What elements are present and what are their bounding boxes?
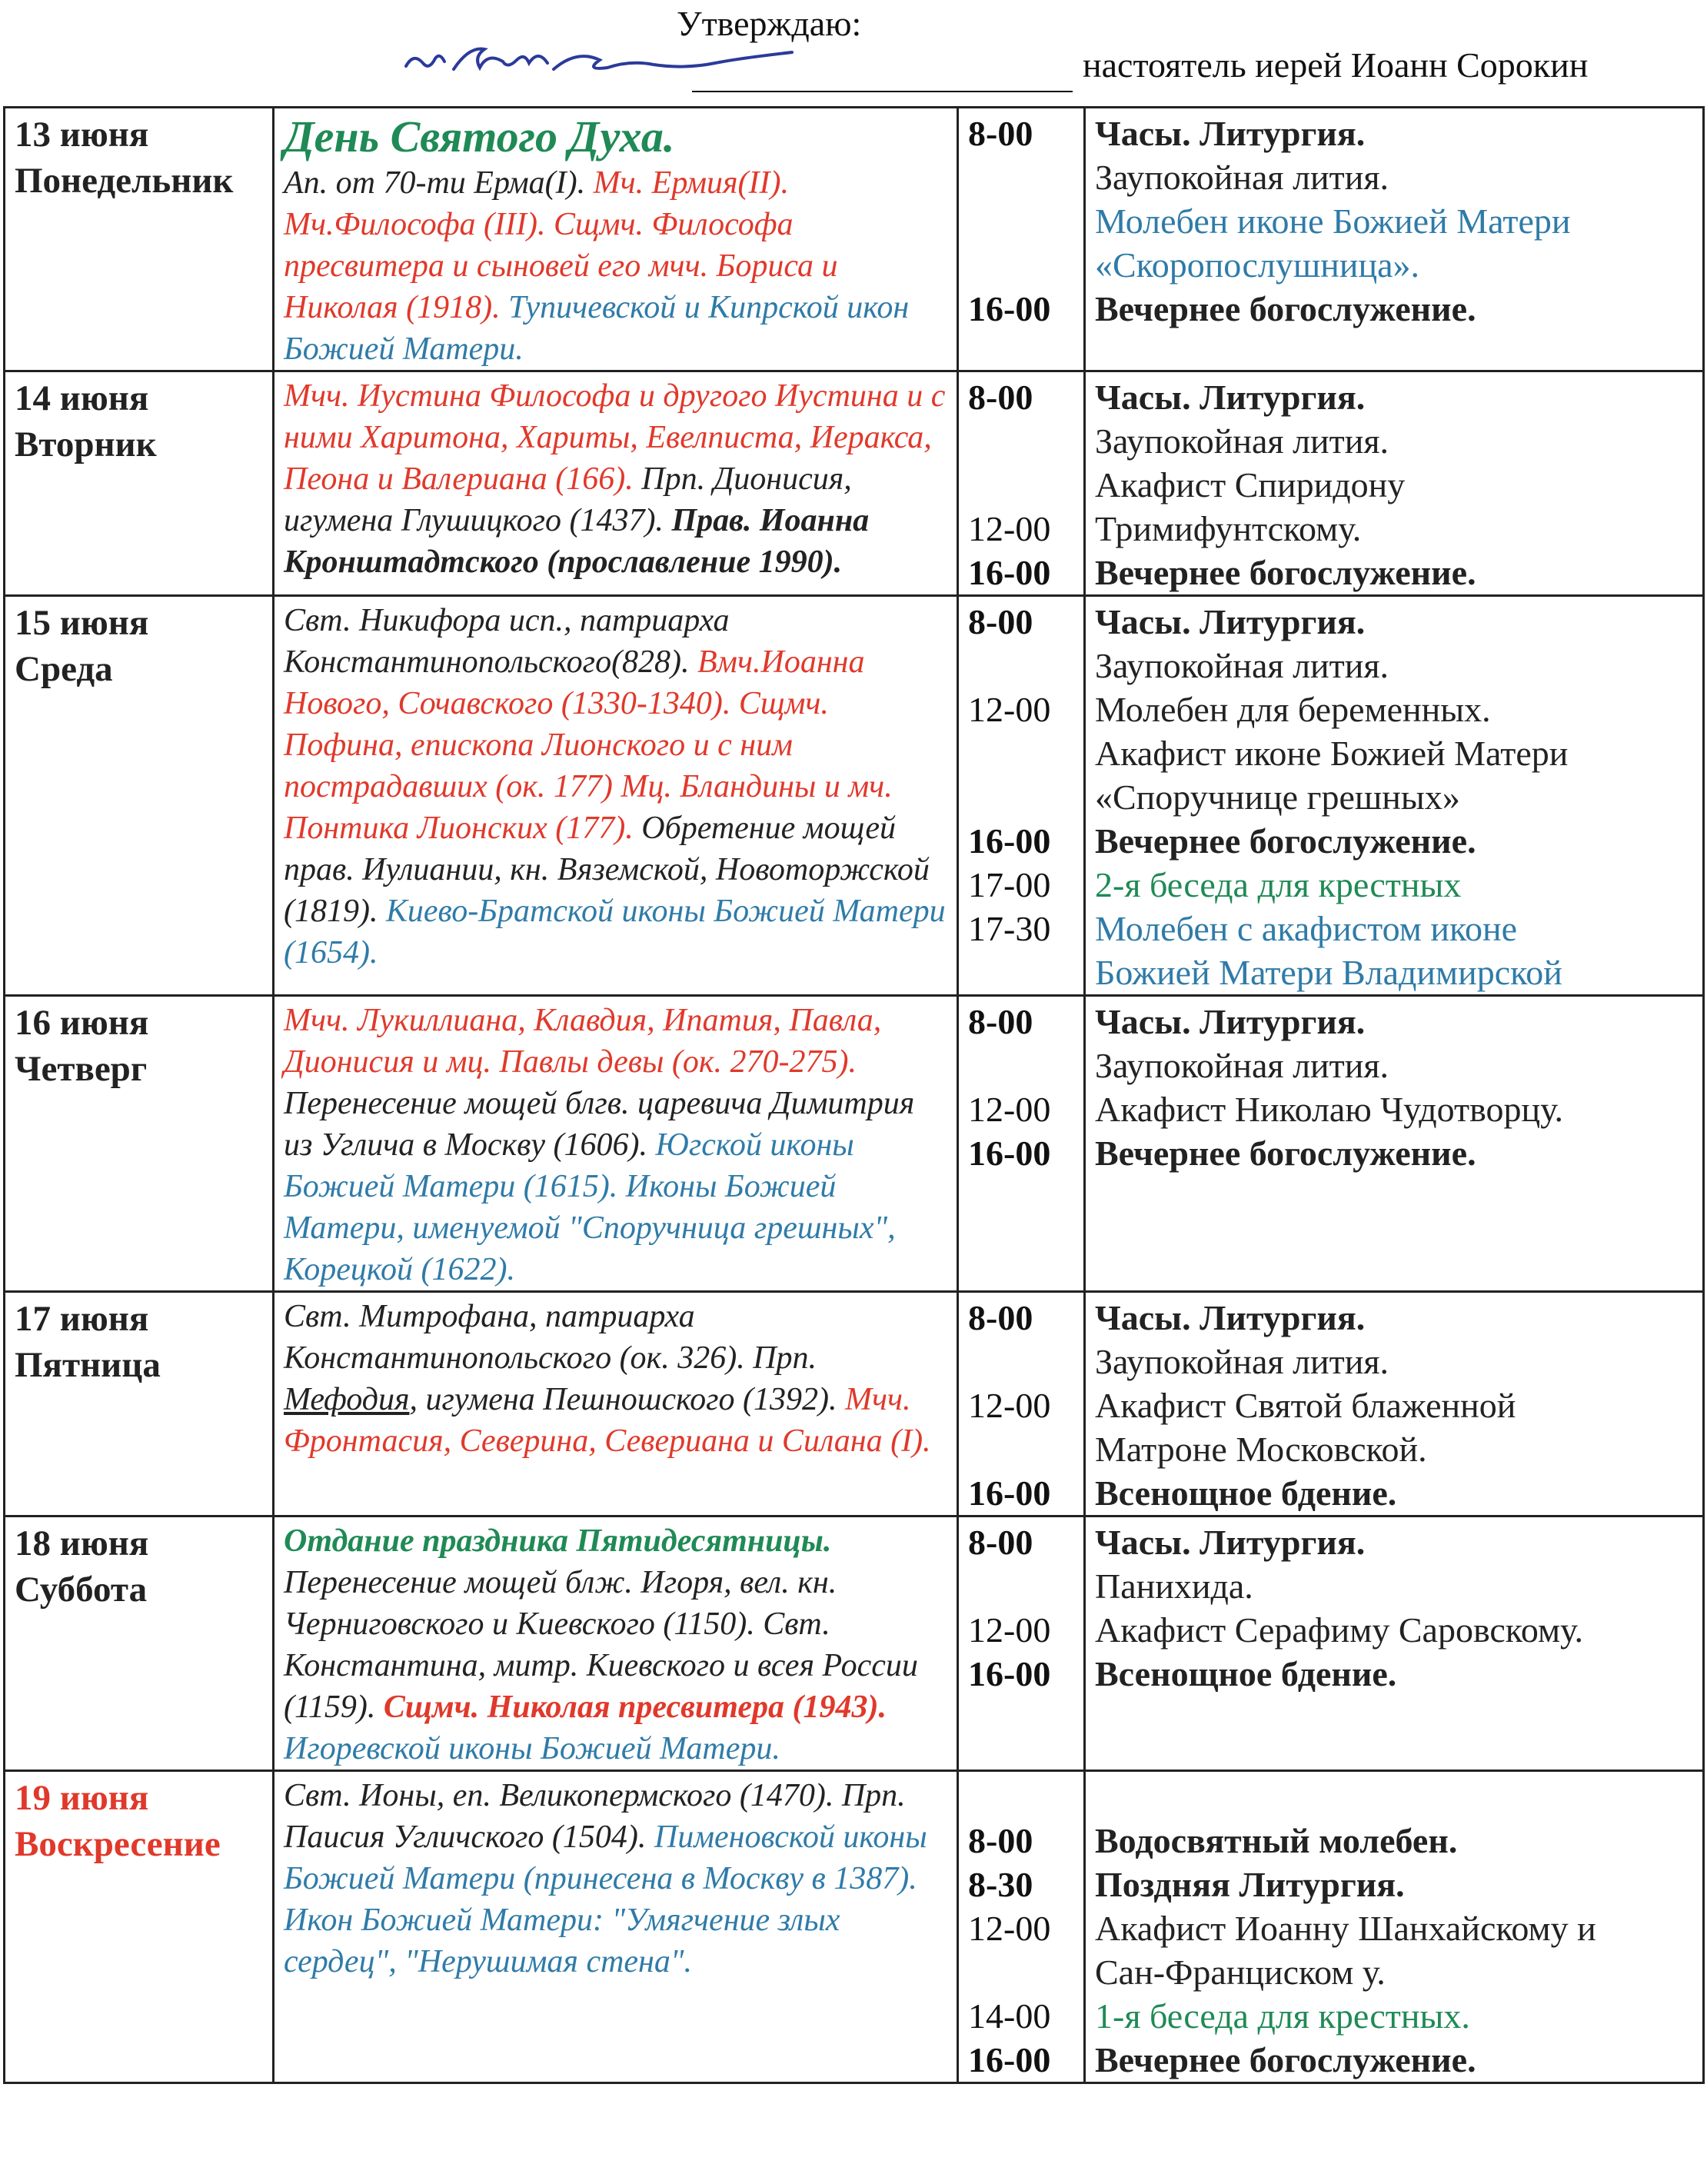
service-time	[968, 243, 1076, 287]
service-time	[968, 731, 1076, 775]
service-name: Заупокойная лития.	[1095, 421, 1389, 461]
commemoration-text: Отдание праздника Пятидесятницы.	[284, 1523, 832, 1559]
day-cell	[5, 596, 274, 996]
service-time	[968, 463, 1076, 507]
commemoration-text: Перенесение мощей блгв. царевича Димитрия из Углича в Москву (1606).	[284, 1086, 915, 1163]
services-cell	[1085, 371, 1704, 596]
service-name: Поздняя Литургия.	[1095, 1865, 1405, 1904]
commemoration-cell	[274, 1516, 958, 1771]
service-name: Водосвятный молебен.	[1095, 1821, 1458, 1860]
service-name: Всенощное бдение.	[1095, 1654, 1397, 1693]
service-time: 16-00	[968, 289, 1051, 328]
commemoration-text: Свт. Ионы, еп. Великопермского (1470). Прп. Паисия Угличского (1504).	[284, 1778, 906, 1855]
day-date: 16 июня	[15, 1003, 149, 1043]
times-cell	[958, 1292, 1085, 1516]
day-weekday: Понедельник	[15, 161, 234, 201]
day-weekday: Пятница	[15, 1345, 161, 1385]
service-name: Тримифунтскому.	[1095, 509, 1362, 548]
service-time: 16-00	[968, 1473, 1051, 1513]
commemoration-text: Прав. Иоанна Кронштадтского (прославление 1990).	[284, 503, 870, 580]
service-name: Вечернее богослужение.	[1095, 2040, 1476, 2079]
times-cell	[958, 1771, 1085, 2083]
commemoration-text: Игоревской иконы Божией Матери.	[284, 1731, 780, 1766]
service-name: Заупокойная лития.	[1095, 1046, 1389, 1085]
service-time: 8-00	[968, 114, 1033, 153]
service-time: 16-00	[968, 821, 1051, 861]
services-cell	[1085, 1292, 1704, 1516]
service-name: Вечернее богослужение.	[1095, 553, 1476, 592]
schedule-table	[3, 106, 1705, 2084]
service-time: 8-00	[968, 378, 1033, 417]
service-time	[968, 199, 1076, 243]
times-cell	[958, 996, 1085, 1292]
commemoration-cell	[274, 1771, 958, 2083]
day-row	[5, 371, 1704, 596]
service-time: 16-00	[968, 1654, 1051, 1693]
service-time: 17-30	[968, 909, 1051, 948]
service-name: Акафист Спиридону	[1095, 465, 1406, 504]
service-name: Часы. Литургия.	[1095, 378, 1366, 417]
commemoration-text: Мефодия	[284, 1382, 410, 1417]
commemoration-text: Киево-Братской иконы Божией Матери (1654).	[284, 894, 946, 970]
service-name: Божией Матери Владимирской	[1095, 953, 1562, 992]
day-cell	[5, 1292, 274, 1516]
services-cell	[1085, 1516, 1704, 1771]
commemoration-text: Тупичевской и Кипрской икон Божией Матери.	[284, 290, 910, 367]
commemoration-cell	[274, 596, 958, 996]
approve-label: Утверждаю:	[677, 4, 862, 43]
service-name: «Скоропослушница».	[1095, 245, 1420, 285]
service-time: 12-00	[968, 1090, 1051, 1129]
service-name	[1095, 1775, 1695, 1819]
commemoration-text: Ап. от 70-ти Ерма(I).	[284, 165, 594, 201]
service-name: Заупокойная лития.	[1095, 1342, 1389, 1381]
commemoration-text: , игумена Пешношского (1392).	[409, 1382, 845, 1417]
service-name: Вечернее богослужение.	[1095, 821, 1476, 861]
day-cell	[5, 371, 274, 596]
services-cell	[1085, 1771, 1704, 2083]
day-row	[5, 1516, 1704, 1771]
service-time: 12-00	[968, 1386, 1051, 1425]
commemoration-text: Мчч. Лукиллиана, Клавдия, Ипатия, Павла, Дионисия и мц. Павлы девы (ок. 270-275).	[284, 1003, 882, 1080]
service-time	[968, 1564, 1076, 1608]
service-time	[968, 1044, 1076, 1087]
signature-line	[692, 91, 1073, 92]
service-name: Молебен для беременных.	[1095, 690, 1491, 729]
day-weekday: Среда	[15, 649, 113, 689]
commemoration-text: Югской иконы Божией Матери (1615). Иконы Божией Матери, именуемой "Споручница грешных", Корецкой (1622).	[284, 1127, 896, 1287]
services-cell	[1085, 996, 1704, 1292]
service-name: Часы. Литургия.	[1095, 1523, 1366, 1562]
service-name: Панихида.	[1095, 1566, 1253, 1606]
service-name: Часы. Литургия.	[1095, 114, 1366, 153]
commemoration-text: Прп. Дионисия, игумена Глушицкого (1437).	[284, 461, 852, 538]
service-name: Часы. Литургия.	[1095, 602, 1366, 641]
day-weekday: Вторник	[15, 424, 157, 464]
service-time: 12-00	[968, 509, 1051, 548]
times-cell	[958, 1516, 1085, 1771]
day-cell	[5, 108, 274, 371]
service-name: Вечернее богослужение.	[1095, 1134, 1476, 1173]
commemoration-text: Обретение мощей прав. Иулиании, кн. Вяземской, Новоторжской (1819).	[284, 811, 930, 929]
day-row	[5, 596, 1704, 996]
commemoration-text: Вмч.Иоанна Нового, Сочавского (1330-1340). Сщмч. Пофина, епископа Лионского и с ним пострадавших (ок. 177) Мц. Бландины и мч. Понтика Лионских (177).	[284, 644, 893, 846]
services-cell	[1085, 108, 1704, 371]
service-name: Матроне Московской.	[1095, 1430, 1427, 1469]
commemoration-text: Мч. Ермия(II). Мч.Философа (III). Сщмч. Философа пресвитера и сыновей его мчч. Бориса и Николая (1918).	[284, 165, 838, 325]
times-cell	[958, 371, 1085, 596]
service-time: 8-30	[968, 1865, 1033, 1904]
day-cell	[5, 1771, 274, 2083]
service-time: 16-00	[968, 2040, 1051, 2079]
service-time: 12-00	[968, 690, 1051, 729]
day-cell	[5, 1516, 274, 1771]
times-cell	[958, 108, 1085, 371]
service-name: Заупокойная лития.	[1095, 158, 1389, 197]
service-time	[968, 644, 1076, 687]
service-name: Молебен иконе Божией Матери	[1095, 201, 1571, 241]
service-time: 16-00	[968, 1134, 1051, 1173]
service-name: Акафист Святой блаженной	[1095, 1386, 1516, 1425]
service-name: Вечернее богослужение.	[1095, 289, 1476, 328]
service-time	[968, 155, 1076, 199]
service-time	[968, 1950, 1076, 1994]
commemoration-cell	[274, 1292, 958, 1516]
commemoration-cell	[274, 996, 958, 1292]
service-name: 2-я беседа для крестных	[1095, 865, 1462, 904]
day-cell	[5, 996, 274, 1292]
service-time: 8-00	[968, 602, 1033, 641]
service-time: 8-00	[968, 1002, 1033, 1041]
service-time	[968, 1340, 1076, 1383]
service-name: 1-я беседа для крестных.	[1095, 1996, 1470, 2036]
services-cell	[1085, 596, 1704, 996]
day-weekday: Четверг	[15, 1049, 148, 1089]
day-weekday: Воскресение	[15, 1824, 221, 1864]
service-time	[968, 1775, 1076, 1819]
commemoration-text: Сщмч. Николая пресвитера (1943).	[383, 1690, 887, 1725]
service-name: Молебен с акафистом иконе	[1095, 909, 1517, 948]
day-date: 13 июня	[15, 115, 149, 155]
service-time: 17-00	[968, 865, 1051, 904]
commemoration-text: Перенесение мощей блж. Игоря, вел. кн. Черниговского и Киевского (1150). Свт. Константина, митр. Киевского и всея России (1159).	[284, 1565, 918, 1725]
commemoration-text: Свт. Митрофана, патриарха Константинопольского (ок. 326). Прп.	[284, 1299, 817, 1376]
service-name: Акафист Иоанну Шанхайскому и	[1095, 1909, 1596, 1948]
service-time: 12-00	[968, 1610, 1051, 1650]
service-time	[968, 775, 1076, 819]
day-date: 15 июня	[15, 603, 149, 643]
day-row	[5, 1292, 1704, 1516]
service-time	[968, 1427, 1076, 1471]
service-time: 16-00	[968, 553, 1051, 592]
service-name: Всенощное бдение.	[1095, 1473, 1397, 1513]
handwritten-signature	[400, 34, 800, 88]
day-date: 17 июня	[15, 1299, 149, 1339]
feast-title: День Святого Духа.	[284, 112, 675, 161]
service-time: 8-00	[968, 1821, 1033, 1860]
commemoration-cell	[274, 371, 958, 596]
commemoration-text: Свт. Никифора исп., патриарха Константинопольского(828).	[284, 603, 730, 680]
service-name: Часы. Литургия.	[1095, 1002, 1366, 1041]
service-time: 12-00	[968, 1909, 1051, 1948]
day-weekday: Суббота	[15, 1570, 148, 1610]
service-time: 8-00	[968, 1523, 1033, 1562]
commemoration-text: Мчч. Фронтасия, Северина, Севериана и Силана (I).	[284, 1382, 931, 1459]
signature-caption: настоятель иерей Иоанн Сорокин	[1083, 45, 1589, 85]
service-name: «Споручнице грешных»	[1095, 777, 1460, 817]
service-name: Акафист Серафиму Саровскому.	[1095, 1610, 1583, 1650]
times-cell	[958, 596, 1085, 996]
service-time: 14-00	[968, 1996, 1051, 2036]
day-row	[5, 996, 1704, 1292]
commemoration-cell	[274, 108, 958, 371]
service-name: Сан-Франциском у.	[1095, 1953, 1386, 1992]
service-name: Акафист Николаю Чудотворцу.	[1095, 1090, 1564, 1129]
service-time	[968, 951, 1076, 994]
day-row	[5, 1771, 1704, 2083]
service-name: Часы. Литургия.	[1095, 1298, 1366, 1337]
day-row	[5, 108, 1704, 371]
commemoration-text: Пименовской иконы Божией Матери (принесена в Москву в 1387). Икон Божией Матери: "Умягчение злых сердец", "Нерушимая стена".	[284, 1819, 927, 1979]
commemoration-text: Мчч. Иустина Философа и другого Иустина и с ними Харитона, Хариты, Евелписта, Иеракса, Пеона и Валериана (166).	[284, 378, 946, 497]
service-time: 8-00	[968, 1298, 1033, 1337]
service-name: Заупокойная лития.	[1095, 646, 1389, 685]
day-date: 18 июня	[15, 1523, 149, 1563]
day-date: 14 июня	[15, 378, 149, 418]
service-name: Акафист иконе Божией Матери	[1095, 734, 1569, 773]
service-time	[968, 419, 1076, 463]
day-date: 19 июня	[15, 1778, 149, 1818]
